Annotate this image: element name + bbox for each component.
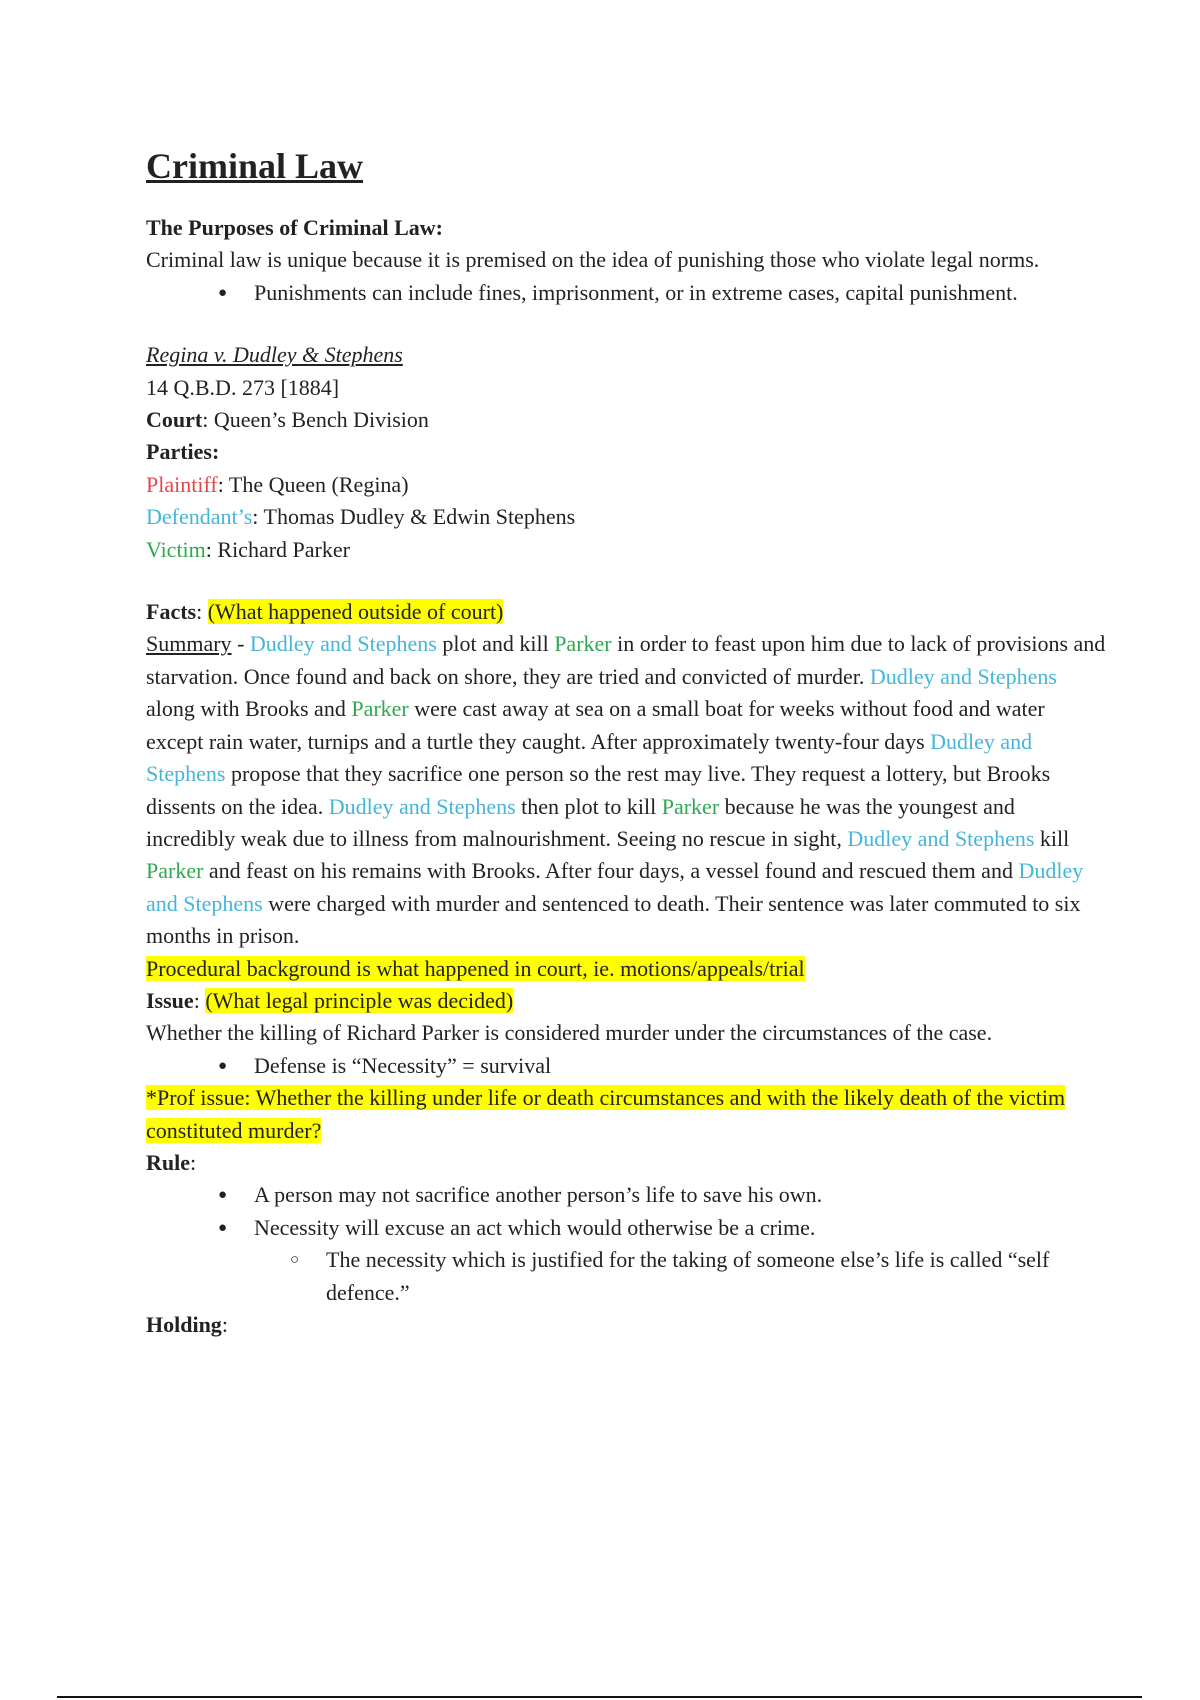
page-bottom-rule (57, 1696, 1142, 1698)
plaintiff-value: : The Queen (Regina) (217, 471, 409, 497)
facts-text: propose that they sacrifice one person so the rest may live. They request a lottery, but Brooks dissents on the idea. (146, 761, 1051, 819)
facts-sep: : (196, 599, 208, 625)
facts-text: plot and kill (436, 631, 555, 657)
plaintiff-line (146, 469, 1106, 501)
victim-value: : Richard Parker (205, 536, 350, 562)
victim-line (146, 534, 1106, 566)
issue-line (146, 985, 1106, 1017)
ds-ref: Dudley and Stephens (869, 663, 1057, 689)
holding-label: Holding (146, 1312, 222, 1337)
prof-issue-text: *Prof issue: Whether the killing under life or death circumstances and with the likely death of the victim constituted murder? (146, 1085, 1066, 1143)
procedural-text: Procedural background is what happened in court, ie. motions/appeals/trial (146, 955, 805, 981)
parker-ref: Parker (146, 858, 204, 884)
facts-text: kill (1034, 825, 1070, 851)
case-citation: 14 Q.B.D. 273 [1884] (146, 374, 340, 400)
facts-text: then plot to kill (515, 793, 662, 819)
holding-line (146, 1309, 1106, 1341)
facts-text: were cast away at sea on a small boat for weeks without food and water except rain water, turnips and a turtle they caught. After approximately twenty-four days (146, 696, 1045, 754)
facts-text: in order to feast upon him due to lack of provisions and starvation. Once found and back on shore, they are tried and convicted of murder. (146, 631, 1106, 689)
court-label: Court (146, 407, 203, 433)
list-item: ● Punishments can include fines, imprisonment, or in extreme cases, capital punishment. (254, 277, 1106, 309)
plaintiff-label: Plaintiff (146, 471, 218, 497)
issue-text: Whether the killing of Richard Parker is considered murder under the circumstances of the case. (146, 1020, 993, 1046)
rule-line (146, 1147, 1106, 1179)
issue-sep: : (193, 987, 206, 1013)
facts-text: were charged with murder and sentenced to death. Their sentence was later commuted to six months in prison. (146, 890, 1081, 949)
procedural-line (146, 953, 1106, 985)
facts-text: along with Brooks and (146, 696, 352, 722)
rule-label: Rule (146, 1149, 190, 1175)
issue-note: (What legal principle was decided) (205, 987, 514, 1013)
list-item: ○ The necessity which is justified for the taking of someone else’s life is called “self defence.” (326, 1244, 1106, 1309)
defendant-value: : Thomas Dudley & Edwin Stephens (252, 504, 576, 530)
court-value: : Queen’s Bench Division (202, 407, 429, 433)
parties-label: Parties: (146, 439, 220, 465)
facts-summary (146, 628, 1106, 952)
summary-label: Summary (146, 631, 232, 657)
purposes-text: Criminal law is unique because it is premised on the idea of punishing those who violate legal norms. (146, 247, 1040, 273)
list-item: ● Defense is “Necessity” = survival (254, 1050, 1106, 1082)
list-item: ● A person may not sacrifice another person’s life to save his own. (254, 1179, 1106, 1211)
parker-ref: Parker (351, 696, 409, 722)
defendant-label: Defendant’s (146, 504, 253, 530)
case-name-text: Regina v. Dudley & Stephens (146, 342, 403, 368)
document-body (146, 144, 1106, 1341)
issue-list (146, 1050, 1106, 1082)
ds-ref: Dudley and Stephens (847, 825, 1035, 851)
victim-label: Victim (146, 536, 206, 562)
facts-text: because he was the youngest and incredibly weak due to illness from malnourishment. Seeing no rescue in sight, (146, 793, 1015, 851)
list-item (254, 1212, 1106, 1309)
page-title: Criminal Law (146, 146, 364, 186)
facts-label: Facts (146, 599, 197, 625)
defendant-line (146, 501, 1106, 533)
facts-note: (What happened outside of court) (207, 599, 504, 625)
rule-sep: : (190, 1149, 197, 1175)
ds-ref: Dudley and Stephens (328, 793, 516, 819)
rule-sublist (254, 1244, 1106, 1309)
court-line (146, 404, 1106, 436)
issue-label: Issue (146, 987, 194, 1013)
parker-ref: Parker (661, 793, 720, 819)
ds-ref: Dudley and Stephens (249, 631, 437, 657)
facts-text: and feast on his remains with Brooks. After four days, a vessel found and rescued them and (203, 858, 1019, 884)
holding-sep: : (221, 1312, 228, 1337)
ds-ref: Dudley and Stephens (146, 728, 1033, 787)
rule-list (146, 1179, 1106, 1309)
purposes-list (146, 277, 1106, 309)
summary-dash: - (231, 631, 250, 657)
prof-issue-line (146, 1082, 1106, 1147)
case-name (146, 339, 1106, 371)
purposes-heading: The Purposes of Criminal Law: (146, 215, 443, 240)
rule-bullet-text: Necessity will excuse an act which would otherwise be a crime. (254, 1214, 816, 1240)
ds-ref: Dudley and Stephens (146, 858, 1084, 916)
facts-line (146, 596, 1106, 628)
parker-ref: Parker (554, 631, 612, 657)
